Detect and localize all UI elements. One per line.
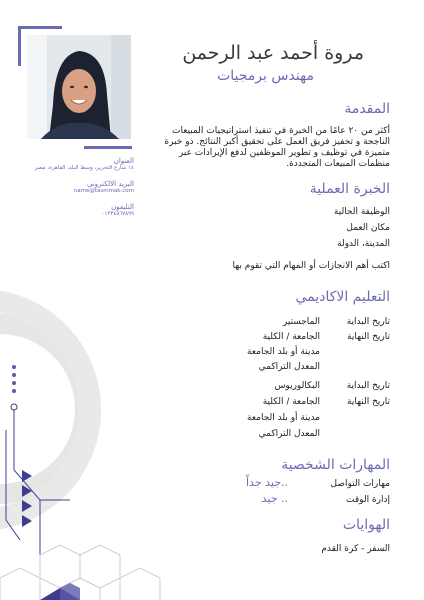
photo-frame-side — [18, 26, 21, 66]
phone-value: ٠١٢٣٤٥٦٧٨٩٩ — [101, 211, 134, 217]
job-title: مهندس برمجيات — [217, 68, 314, 84]
experience-city: المدينة، الدولة — [337, 239, 390, 249]
intro-line: الناجحة و تحفيز فريق العمل على تحقيق أكبر النتائج. ذو خبرة — [164, 137, 390, 147]
intro-line: منظمات المبيعات المتجددة. — [286, 159, 390, 169]
edu-degree: الماجستير — [282, 317, 320, 327]
edu-end-label: تاريخ النهاية — [347, 397, 390, 407]
edu-university: الجامعة / الكلية — [262, 397, 320, 407]
edu-gpa: المعدل التراكمي — [258, 362, 320, 372]
edu-start-label: تاريخ البداية — [346, 317, 390, 327]
contact-email — [73, 180, 134, 194]
skills-heading: المهارات الشخصية — [281, 457, 390, 473]
address-label: العنوان — [113, 157, 134, 165]
edu-gpa: المعدل التراكمي — [258, 429, 320, 439]
contact-phone — [78, 203, 134, 217]
photo-frame-top — [18, 26, 62, 29]
edu-start-label: تاريخ البداية — [346, 381, 390, 391]
hobbies-text: السفر - كرة القدم — [321, 544, 390, 554]
profile-photo — [27, 35, 131, 139]
intro-heading: المقدمة — [344, 101, 390, 117]
edu-university: الجامعة / الكلية — [262, 332, 320, 342]
address-value: ١٤ شارع التحرير، وسط البلد، القاهرة، مصر — [34, 165, 134, 171]
edu-location: مدينة أو بلد الجامعة — [246, 413, 320, 423]
experience-achievements: اكتب أهم الانجازات أو المهام التي تقوم بها — [232, 261, 390, 271]
full-name: مروة أحمد عبد الرحمن — [182, 42, 364, 64]
phone-label: التليفون — [111, 203, 134, 211]
hobbies-heading: الهوايات — [342, 517, 390, 533]
experience-workplace: مكان العمل — [346, 223, 390, 233]
edu-end-label: تاريخ النهاية — [347, 332, 390, 342]
skill-name: مهارات التواصل — [330, 479, 390, 489]
skill-name: إدارة الوقت — [346, 495, 390, 505]
skill-level: ..جيد جداً — [245, 476, 288, 489]
experience-heading: الخبرة العملية — [309, 181, 390, 197]
edu-location: مدينة أو بلد الجامعة — [246, 347, 320, 357]
photo-underline — [84, 146, 132, 149]
intro-line: متميزة في توظيف و تطوير الموظفين لدفع الإيرادات عبر — [178, 148, 390, 158]
dot-column-shape — [12, 365, 16, 393]
education-heading: التعليم الاكاديمي — [295, 289, 390, 305]
contact-address — [34, 157, 134, 171]
intro-line: أكثر من ٢٠ عامًا من الخبرة في تنفيذ استراتيجيات المبيعات — [171, 126, 390, 136]
email-label: البريد الالكتروني — [87, 180, 134, 188]
edu-degree: البكالوريوس — [274, 381, 320, 391]
email-value[interactable]: name@tasmmak.com — [73, 188, 134, 194]
skill-level: .. جيد — [261, 492, 288, 505]
experience-position: الوظيفة الحالية — [333, 207, 390, 217]
